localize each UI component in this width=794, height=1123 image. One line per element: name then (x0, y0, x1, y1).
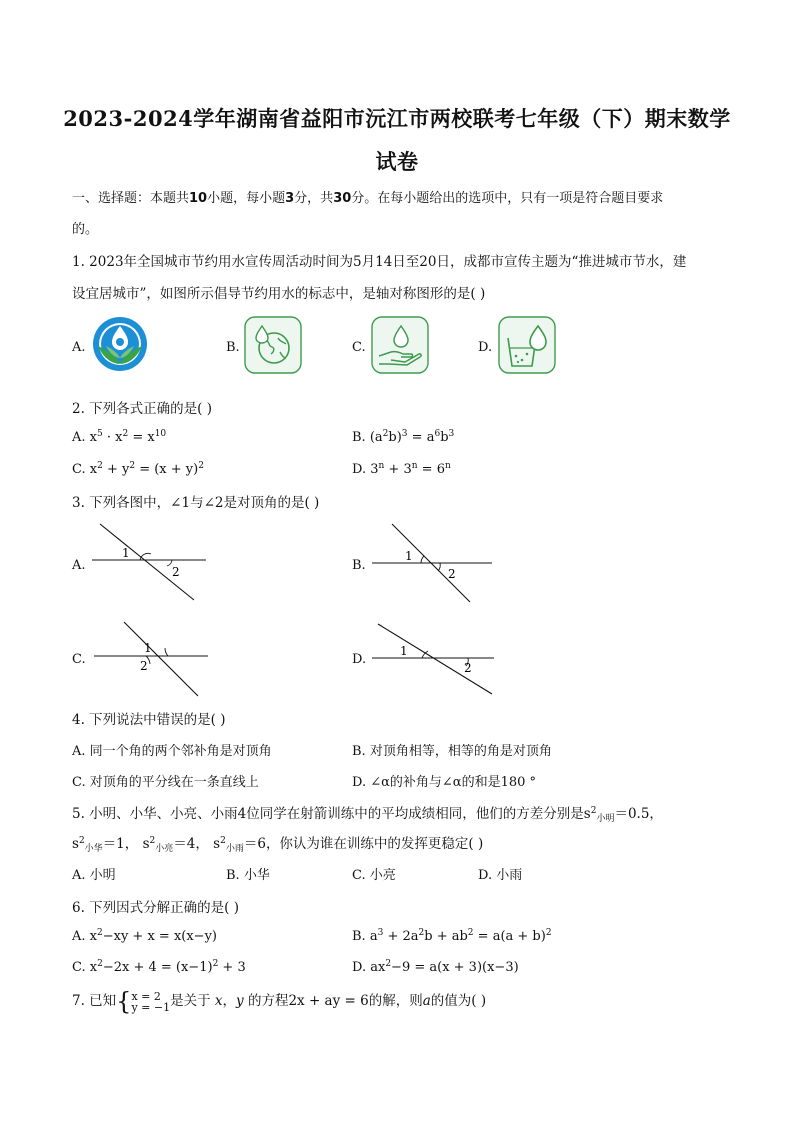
q3d-angle2-label: 2 (464, 661, 472, 675)
question-7-stem: 7. 已知{x = 2 y = −1是关于 x，y 的方程2x + ay = 6的解，则a的值为( ) (72, 987, 487, 1016)
question-4-stem: 4. 下列说法中错误的是( ) (72, 712, 226, 728)
q3b-angle1-label: 1 (405, 549, 413, 563)
q3c-angle2-label: 2 (140, 659, 148, 673)
q2-option-d: D. $3^n + 3^n = 6^n$ (352, 461, 451, 477)
q3a-angle2-label: 2 (172, 565, 180, 579)
q4-option-c: C. 对顶角的平分线在一条直线上 (72, 775, 259, 790)
page-title: 2023-2024学年湖南省益阳市沅江市两校联考七年级（下）期末数学 (63, 106, 731, 131)
q4-option-a: A. 同一个角的两个邻补角是对顶角 (72, 744, 272, 759)
question-1-line1: 1. 2023年全国城市节约用水宣传周活动时间为5月14日至20日，成都市宣传主题为“推进城市节水，建 (72, 254, 687, 270)
q3-option-d-label: D. (352, 652, 367, 667)
question-5-line2: $s^2_{小华}=1$， $s^2_{小亮}=4$， $s^2_{小雨}=6$，你认为谁在训练中的发挥更稳定( ) (72, 836, 484, 854)
q1-option-b-label: B. (226, 340, 240, 355)
q2-option-a: A. $x^5 \cdot x^2 = x^{10}$ (72, 429, 167, 445)
q5-option-b: B. 小华 (226, 868, 270, 883)
q1-option-a-label: A. (72, 340, 86, 355)
q1-option-c-label: C. (352, 340, 366, 355)
question-1-line2: 设宜居城市”，如图所示倡导节约用水的标志中，是轴对称图形的是( ) (72, 286, 486, 302)
q3-figure-c (88, 618, 213, 700)
q6-option-d: D. $ax^2-9 = a(x + 3)(x-3)$ (352, 959, 519, 975)
q3-option-c-label: C. (72, 652, 86, 667)
q3b-angle2-label: 2 (448, 567, 456, 581)
question-2-stem: 2. 下列各式正确的是( ) (72, 401, 212, 417)
page-title-line2: 试卷 (375, 149, 419, 174)
q4-option-b: B. 对顶角相等，相等的角是对顶角 (352, 744, 552, 759)
question-3-stem: 3. 下列各图中，∠1与∠2是对顶角的是( ) (72, 495, 320, 511)
q3a-angle1-label: 1 (122, 546, 130, 560)
q3-figure-a (88, 520, 213, 604)
q5-option-c: C. 小亮 (352, 868, 396, 883)
q3-figure-b (368, 520, 498, 604)
q1-option-d-label: D. (478, 340, 493, 355)
water-drop-hands-logo-icon (92, 316, 148, 372)
q3-figure-d (368, 618, 498, 700)
q3c-angle1-label: 1 (144, 641, 152, 655)
q2-option-b: B. $(a^2b)^3 = a^6b^3$ (352, 429, 455, 445)
q6-option-a: A. $x^2-xy + x = x(x-y)$ (72, 928, 217, 944)
q7-equation-system: x = 2 y = −1 (131, 989, 171, 1014)
q6-option-c: C. $x^2-2x + 4 = (x-1)^2 + 3$ (72, 959, 246, 975)
q3-option-b-label: B. (352, 558, 366, 573)
q3-option-a-label: A. (72, 558, 86, 573)
question-5-line1: 5. 小明、小华、小亮、小雨4位同学在射箭训练中的平均成绩相同，他们的方差分别是$s^2_{小明}=0.5$， (72, 806, 663, 824)
section-header: 一、选择题：本题共10小题，每小题3分，共30分。在每小题给出的选项中，只有一项是符合题目要求 (72, 191, 664, 206)
globe-water-drop-icon (244, 316, 300, 372)
q6-option-b: B. $a^3 + 2a^2b + ab^2 = a(a + b)^2$ (352, 928, 552, 944)
q2-option-c: C. $x^2 + y^2 = (x + y)^2$ (72, 461, 204, 477)
hand-water-drop-icon (371, 316, 427, 372)
question-6-stem: 6. 下列因式分解正确的是( ) (72, 900, 239, 916)
glass-water-drop-icon (498, 316, 554, 372)
q3d-angle1-label: 1 (400, 644, 408, 658)
q5-option-a: A. 小明 (72, 868, 116, 883)
section-header-cont: 的。 (72, 222, 99, 237)
q5-option-d: D. 小雨 (478, 868, 523, 883)
q4-option-d: D. ∠α的补角与∠α的和是180 ° (352, 775, 537, 790)
